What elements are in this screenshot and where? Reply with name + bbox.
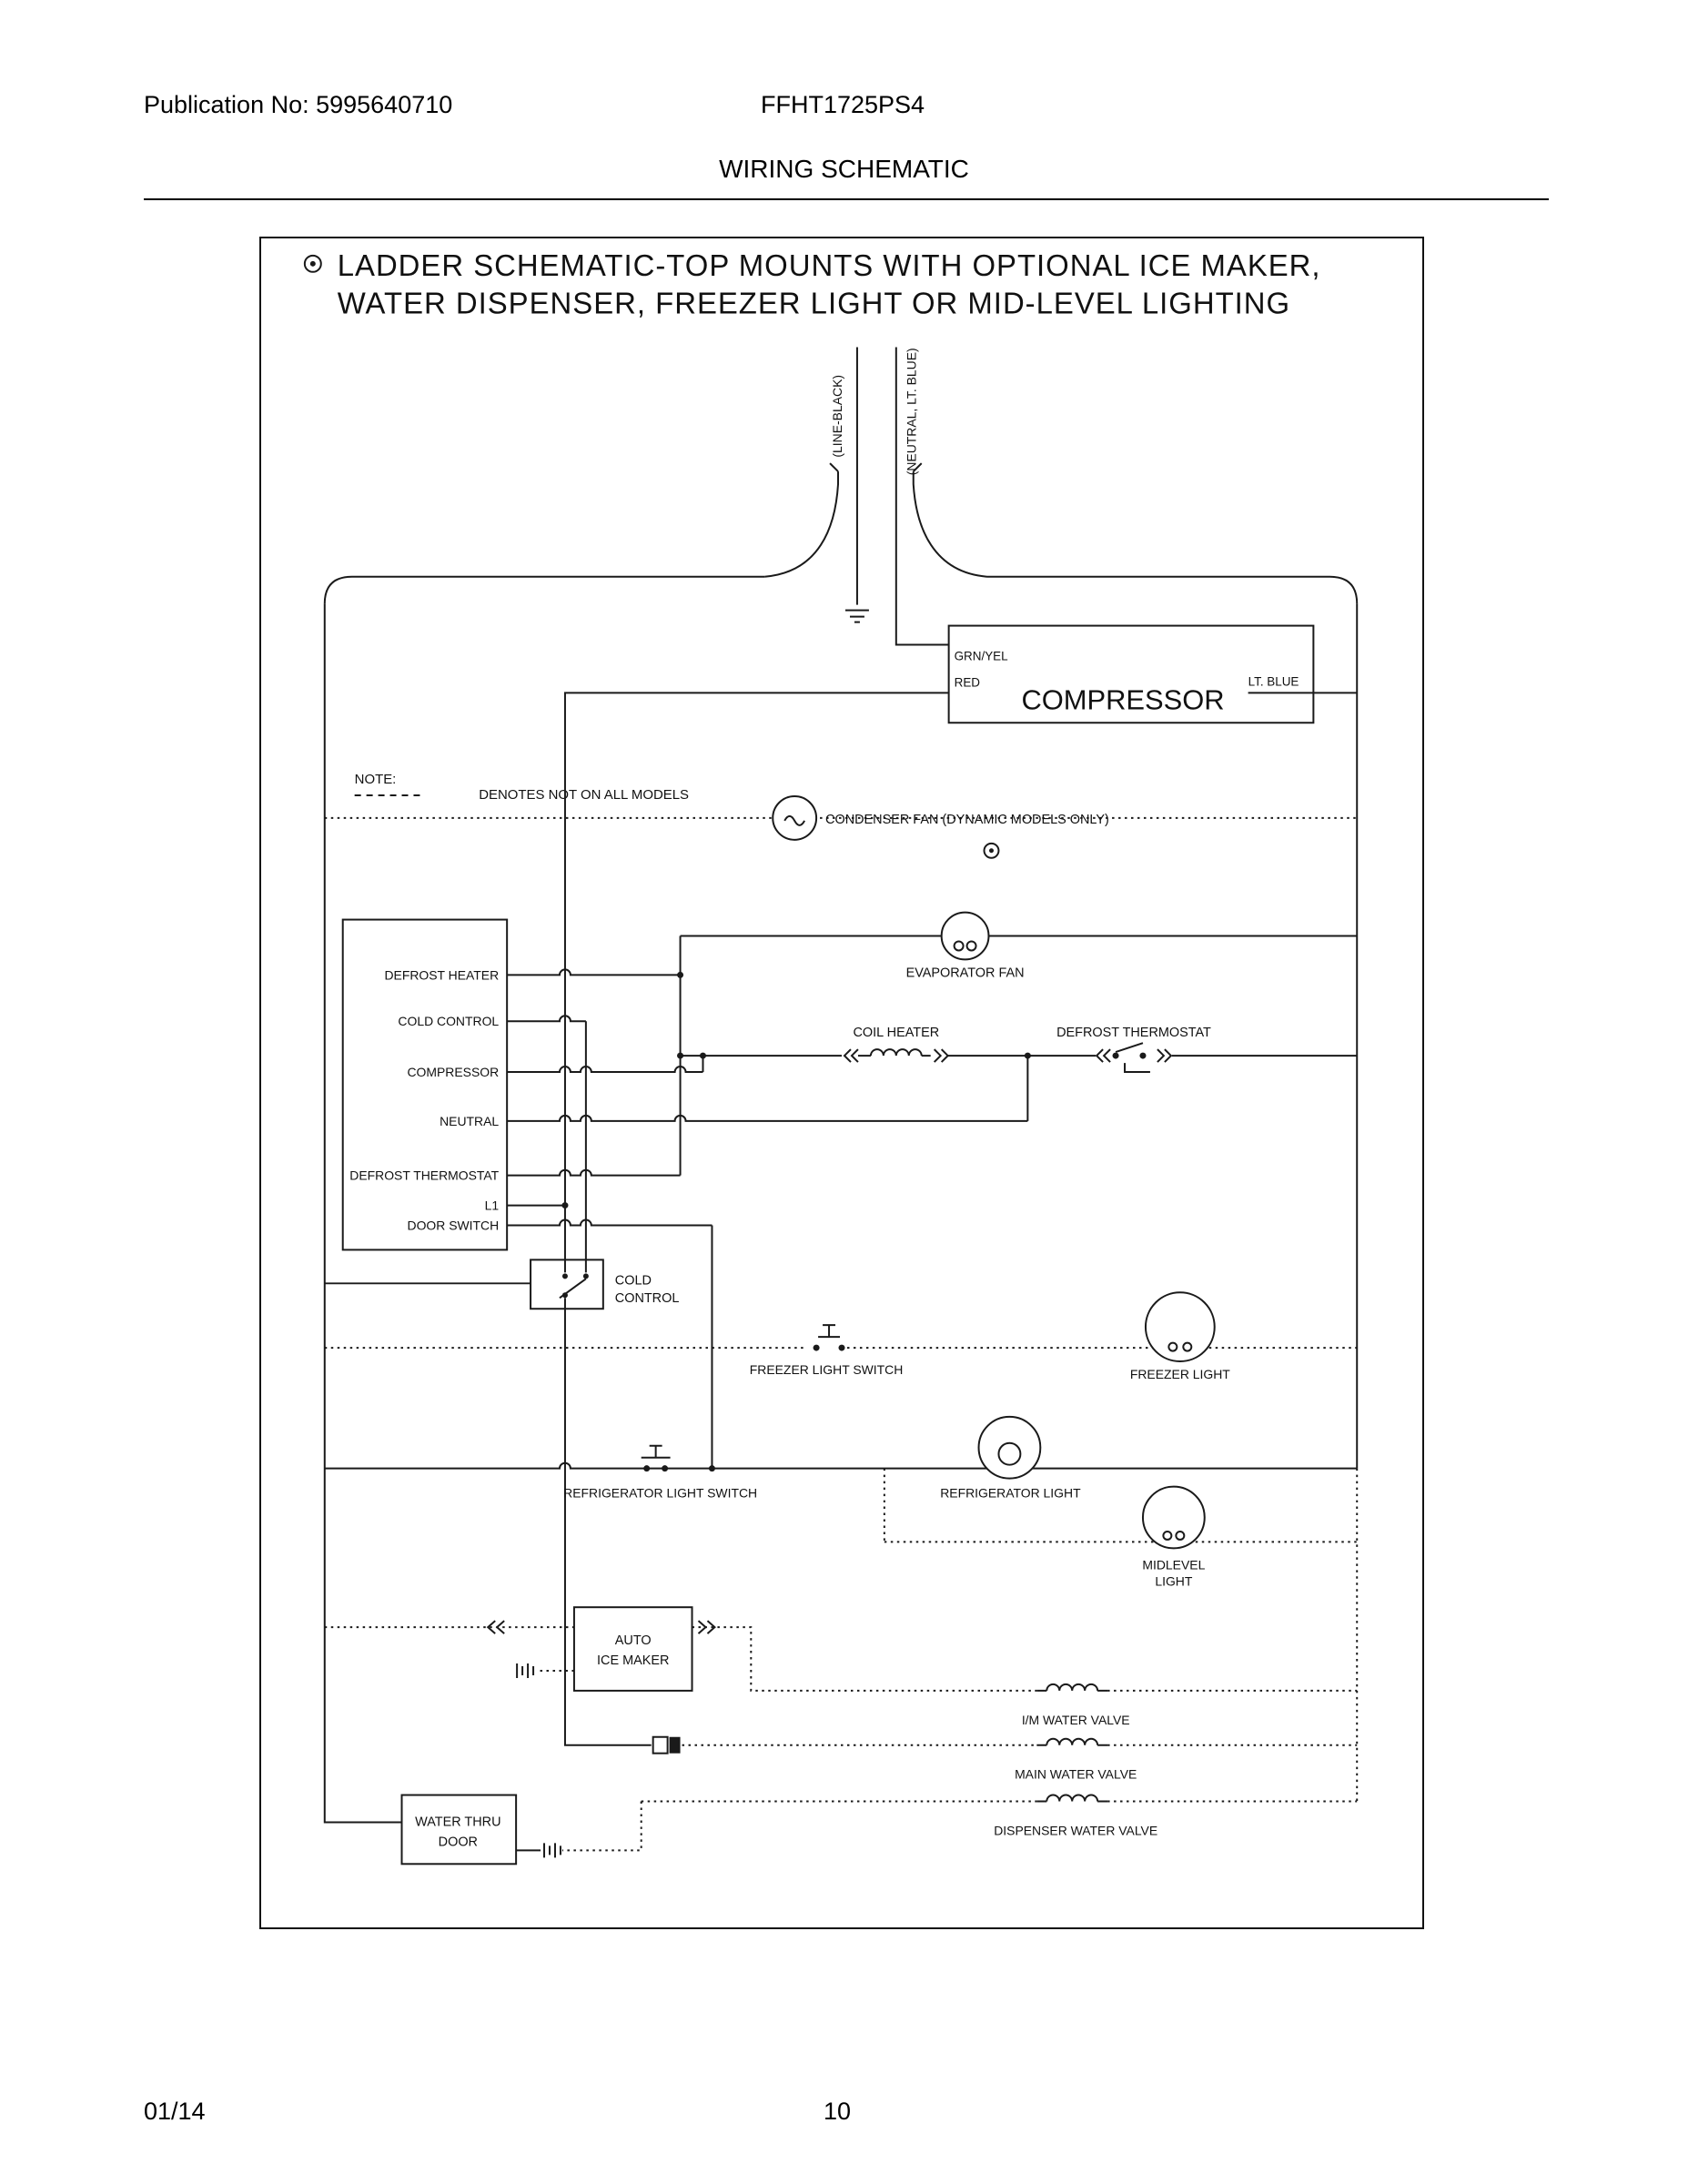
freezer-light-switch-symbol xyxy=(814,1325,845,1350)
ice-maker-label-line2: ICE MAKER xyxy=(597,1653,670,1668)
midlevel-light-label-line2: LIGHT xyxy=(1155,1573,1193,1589)
supply-neutral-label: (NEUTRAL, LT. BLUE) xyxy=(904,348,919,476)
door-connector-icon xyxy=(544,1843,561,1857)
publication-number: Publication No: 5995640710 xyxy=(144,91,453,118)
cold-control-label-line2: CONTROL xyxy=(614,1291,680,1307)
note-text: DENOTES NOT ON ALL MODELS xyxy=(479,786,690,803)
solid-wiring xyxy=(325,348,1357,1851)
terminal-door-switch: DOOR SWITCH xyxy=(407,1218,500,1233)
supply-line-label: (LINE-BLACK) xyxy=(830,374,844,458)
cold-control-label-line1: COLD xyxy=(614,1273,652,1289)
evaporator-fan-label: EVAPORATOR FAN xyxy=(905,966,1025,981)
cold-control-symbol xyxy=(531,1259,603,1309)
condenser-fan-symbol xyxy=(773,796,816,840)
optional-marker-icon xyxy=(985,844,999,858)
compressor-box xyxy=(949,626,1314,723)
schematic-frame xyxy=(259,237,1424,1929)
wire-grn-yel-label: GRN/YEL xyxy=(954,649,1008,663)
schematic-heading-line1: LADDER SCHEMATIC-TOP MOUNTS WITH OPTIONAL ICE MAKER, xyxy=(337,248,1321,282)
footer-date: 01/14 xyxy=(144,2098,206,2125)
model-number: FFHT1725PS4 xyxy=(761,91,925,118)
wiring-schematic xyxy=(261,238,1422,1927)
compressor-label: COMPRESSOR xyxy=(1021,683,1225,716)
condenser-fan-label: CONDENSER FAN (DYNAMIC MODELS ONLY) xyxy=(825,812,1109,827)
terminal-cold-control: COLD CONTROL xyxy=(398,1014,500,1029)
ice-maker-connector-icon xyxy=(517,1663,533,1678)
not-all-models-icon xyxy=(305,256,321,272)
coil-heater-label: COIL HEATER xyxy=(853,1026,940,1041)
ice-maker-label-line1: AUTO xyxy=(614,1633,652,1649)
water-thru-door-label-line2: DOOR xyxy=(438,1835,478,1850)
dispenser-water-valve-label: DISPENSER WATER VALVE xyxy=(994,1823,1158,1838)
ice-maker-box xyxy=(488,1607,714,1691)
terminal-defrost-thermostat: DEFROST THERMOSTAT xyxy=(349,1168,500,1183)
im-water-valve-label: I/M WATER VALVE xyxy=(1021,1712,1130,1727)
freezer-light-label: FREEZER LIGHT xyxy=(1129,1366,1230,1381)
page-title: WIRING SCHEMATIC xyxy=(719,155,969,183)
terminal-l1: L1 xyxy=(484,1198,500,1213)
midlevel-light-label-line1: MIDLEVEL xyxy=(1142,1557,1206,1572)
refrigerator-light-switch-label: REFRIGERATOR LIGHT SWITCH xyxy=(563,1485,758,1501)
terminal-compressor: COMPRESSOR xyxy=(407,1065,500,1080)
defrost-thermostat-symbol xyxy=(1097,1043,1171,1072)
terminal-defrost-heater: DEFROST HEATER xyxy=(384,967,500,983)
main-water-valve-label: MAIN WATER VALVE xyxy=(1015,1766,1137,1782)
wire-lt-blue-label: LT. BLUE xyxy=(1248,674,1299,689)
title-underline xyxy=(144,198,1549,200)
evaporator-fan-symbol xyxy=(942,913,989,960)
ground-icon xyxy=(845,611,869,622)
defrost-thermostat-label: DEFROST THERMOSTAT xyxy=(1056,1026,1211,1041)
freezer-light-symbol xyxy=(1146,1292,1215,1361)
midlevel-light-symbol xyxy=(1143,1487,1205,1549)
main-water-valve-symbol xyxy=(1046,1739,1097,1745)
terminal-neutral: NEUTRAL xyxy=(440,1113,500,1128)
dispenser-water-valve-symbol xyxy=(1046,1795,1097,1802)
im-water-valve-symbol xyxy=(1046,1684,1097,1691)
wire-red-label: RED xyxy=(954,675,980,690)
footer-page-number: 10 xyxy=(823,2098,852,2125)
main-valve-connector-icon xyxy=(653,1737,681,1754)
schematic-heading-line2: WATER DISPENSER, FREEZER LIGHT OR MID-LEVEL LIGHTING xyxy=(337,286,1291,320)
note-block xyxy=(355,772,689,803)
junction-dots xyxy=(561,972,1030,1471)
refrigerator-light-symbol xyxy=(979,1417,1041,1479)
terminal-block xyxy=(343,920,507,1250)
freezer-light-switch-label: FREEZER LIGHT SWITCH xyxy=(749,1361,904,1377)
refrigerator-light-label: REFRIGERATOR LIGHT xyxy=(940,1485,1081,1501)
water-thru-door-label-line1: WATER THRU xyxy=(415,1815,501,1830)
note-label: NOTE: xyxy=(354,772,397,788)
